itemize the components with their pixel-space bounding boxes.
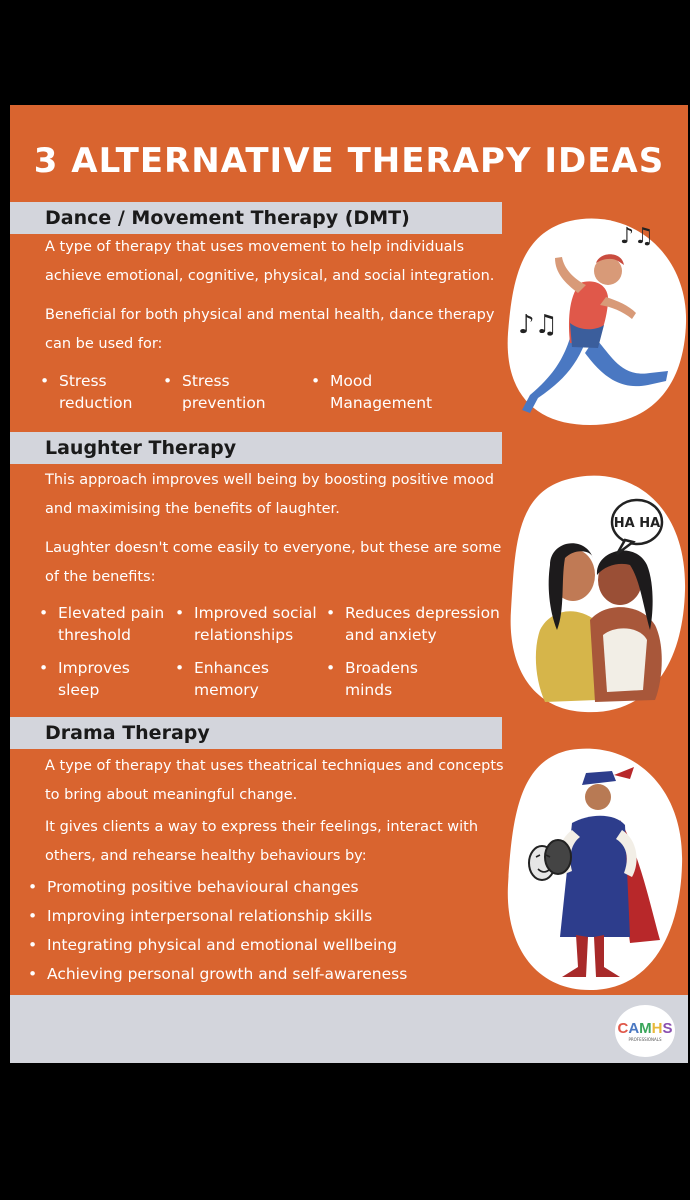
section-drama-description: A type of therapy that uses theatrical techniques and concepts to bring about meaningful change. (45, 758, 504, 803)
list-item: • Elevated pain threshold (39, 604, 165, 644)
section-laughter-description: This approach improves well being by boosting positive mood and maximising the benefits of laughter. (45, 472, 495, 517)
logo-subtext: PROFESSIONALS (628, 1037, 662, 1042)
section-heading-laughter: Laughter Therapy (10, 432, 502, 464)
music-note-icon: ♪♫ (620, 224, 654, 249)
laughing-couple-illustration (505, 470, 688, 720)
section-heading-drama: Drama Therapy (10, 717, 502, 749)
list-item: • Reduces depression and anxiety (326, 604, 500, 644)
speech-bubble-text: HA HA (613, 516, 661, 531)
list-item: • Stress reduction (40, 372, 133, 412)
section-drama-intro: It gives clients a way to express their feelings, interact with others, and rehearse healthy behaviours by: (45, 819, 479, 864)
page-title: 3 ALTERNATIVE THERAPY IDEAS (33, 141, 665, 181)
camhs-logo (615, 1005, 675, 1057)
list-item: • Integrating physical and emotional wellbeing (28, 931, 407, 960)
section-heading-dmt: Dance / Movement Therapy (DMT) (10, 202, 502, 234)
drama-actor-illustration (500, 745, 688, 995)
section-dmt-usage: Beneficial for both physical and mental health, dance therapy can be used for: (45, 307, 495, 352)
list-item: • Stress prevention (163, 372, 266, 412)
list-item: • Improves sleep (39, 659, 130, 699)
infographic-poster (10, 105, 688, 1063)
list-item: • Mood Management (311, 372, 433, 412)
list-item: • Achieving personal growth and self-awareness (28, 960, 407, 989)
list-item: • Promoting positive behavioural changes (28, 873, 407, 902)
section-dmt-description: A type of therapy that uses movement to help individuals achieve emotional, cognitive, physical, and social integration. (45, 239, 495, 284)
footer-bar (10, 995, 688, 1063)
list-item: • Broadens minds (326, 659, 418, 699)
dancer-illustration (500, 213, 688, 428)
section-laughter-benefits-intro: Laughter doesn't come easily to everyone, but these are some of the benefits: (45, 540, 502, 585)
drama-benefits-list (28, 873, 407, 989)
list-item: • Improved social relationships (175, 604, 317, 644)
music-note-icon: ♪♫ (518, 310, 558, 340)
list-item: • Enhances memory (175, 659, 269, 699)
logo-text: CAMHS (617, 1020, 673, 1037)
list-item: • Improving interpersonal relationship skills (28, 902, 407, 931)
